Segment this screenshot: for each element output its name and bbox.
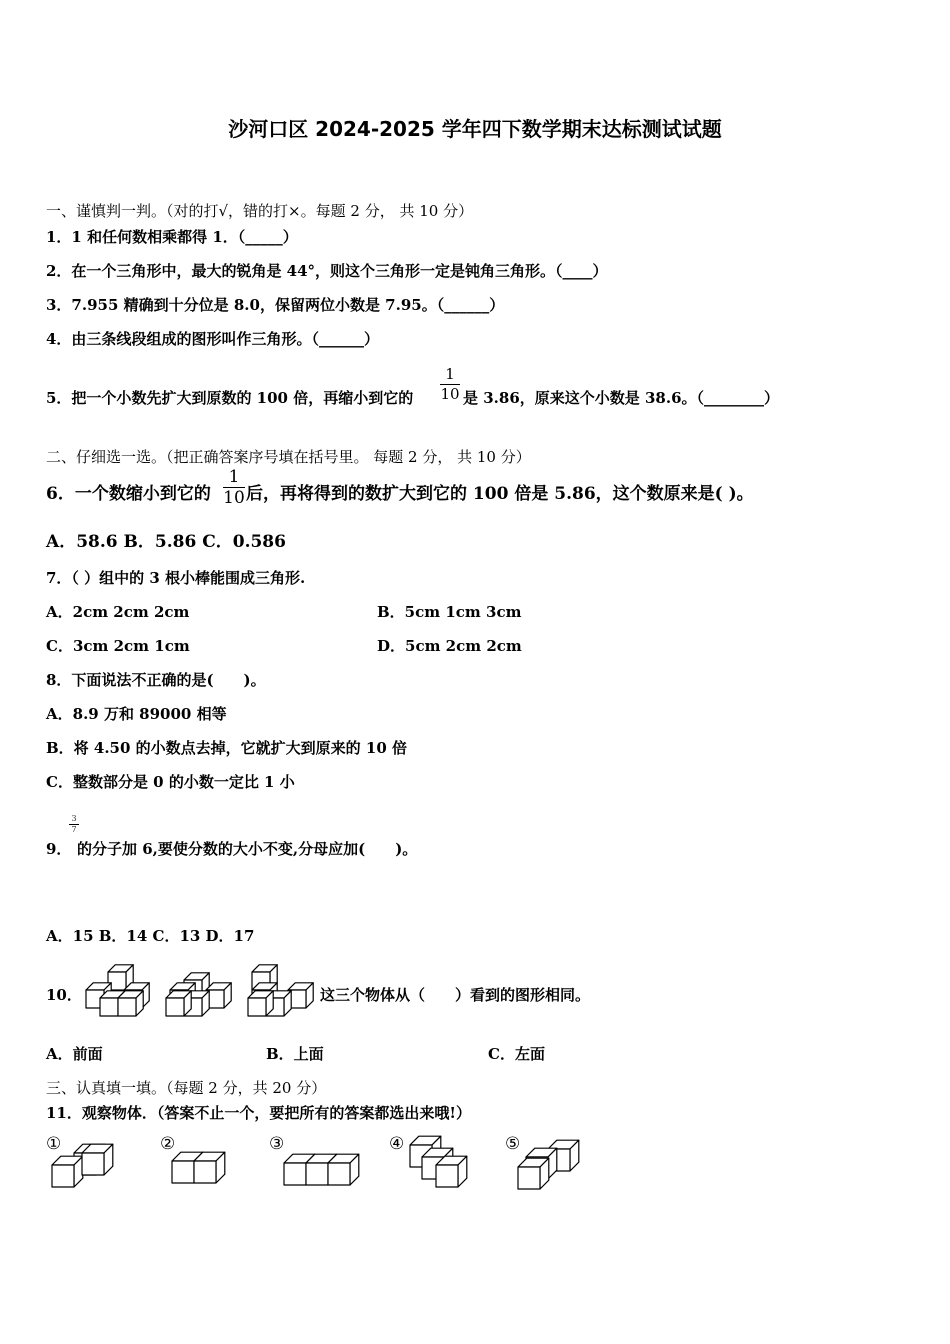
question-10-stem: 这三个物体从（ ）看到的图形相同。 [320, 986, 591, 1004]
cube-q11-2 [194, 1152, 225, 1183]
section-heading-fill: 三、认真填一填。（每题 2 分，共 20 分） [46, 1079, 327, 1097]
fraction-denominator: 10 [223, 488, 245, 508]
cube-q11-1 [52, 1156, 83, 1187]
question-10-number: 10． [46, 986, 82, 1004]
question-9-number: 9． [46, 840, 72, 858]
question-6-stem: 6．一个数缩小到它的 [46, 484, 211, 504]
fraction-numerator: 1 [445, 365, 455, 383]
cube-q10-c [248, 991, 273, 1016]
figure-label-5: ⑤ [505, 1134, 521, 1154]
question-7-option-d: D．5cm 2cm 2cm [377, 637, 522, 655]
figure-label-2: ② [160, 1134, 176, 1154]
question-6-tail: 后，再将得到的数扩大到它的 100 倍是 5.86，这个数原来是( )。 [246, 484, 754, 504]
question-8-option-a: A．8.9 万和 89000 相等 [46, 705, 227, 723]
question-5-tail: 是 3.86，原来这个小数是 38.6。（________） [463, 389, 780, 407]
cube-q10-a [118, 991, 143, 1016]
question-4: 4．由三条线段组成的图形叫作三角形。（______） [46, 330, 379, 348]
question-5-stem: 5．把一个小数先扩大到原数的 100 倍，再缩小到它的 [46, 389, 414, 407]
question-11-figures [40, 1135, 600, 1195]
question-3: 3．7.955 精确到十分位是 8.0，保留两位小数是 7.95。（______） [46, 296, 505, 314]
section-heading-judge: 一、谨慎判一判。（对的打√，错的打×。每题 2 分， 共 10 分） [46, 202, 474, 220]
question-8-option-c: C．整数部分是 0 的小数一定比 1 小 [46, 773, 295, 791]
fraction-numerator: 1 [228, 467, 240, 487]
question-9-fraction [69, 815, 79, 834]
question-9-options: A．15 B．14 C．13 D．17 [46, 927, 255, 945]
question-10-option-c: C．左面 [488, 1045, 545, 1063]
question-6-fraction [223, 468, 245, 507]
page-title: 沙河口区 2024-2025 学年四下数学期末达标测试试题 [228, 117, 722, 141]
fraction-denominator: 7 [71, 825, 77, 834]
fraction-numerator: 3 [71, 814, 77, 823]
question-8-option-b: B．将 4.50 的小数点去掉，它就扩大到原来的 10 倍 [46, 739, 407, 757]
figure-label-4: ④ [389, 1134, 405, 1154]
cube-q10-b [166, 991, 191, 1016]
question-7-option-a: A．2cm 2cm 2cm [46, 603, 190, 621]
question-8-stem: 8．下面说法不正确的是( )。 [46, 671, 266, 689]
question-5-fraction [440, 366, 460, 403]
fraction-denominator: 10 [440, 385, 460, 403]
question-7-stem: 7．（ ）组中的 3 根小棒能围成三角形. [46, 569, 306, 587]
question-7-option-c: C．3cm 2cm 1cm [46, 637, 190, 655]
question-7-option-b: B．5cm 1cm 3cm [377, 603, 522, 621]
figure-label-1: ① [46, 1134, 62, 1154]
question-2: 2．在一个三角形中，最大的锐角是 44°，则这个三角形一定是钝角三角形。（____） [46, 262, 608, 280]
question-10-option-b: B．上面 [266, 1045, 324, 1063]
question-1: 1．1 和任何数相乘都得 1．（_____） [46, 228, 298, 246]
section-heading-choose: 二、仔细选一选。（把正确答案序号填在括号里。 每题 2 分， 共 10 分） [46, 448, 531, 466]
cube-q11-3 [328, 1154, 359, 1185]
question-6-options: A．58.6 B．5.86 C．0.586 [46, 532, 286, 552]
question-10-option-a: A．前面 [46, 1045, 103, 1063]
figure-label-3: ③ [269, 1134, 285, 1154]
cube-q11-5 [518, 1158, 549, 1189]
question-11-stem: 11．观察物体．（答案不止一个，要把所有的答案都选出来哦!） [46, 1104, 471, 1122]
cube-q11-1 [82, 1144, 113, 1175]
cube-q11-4 [436, 1156, 467, 1187]
question-10-figures [80, 960, 320, 1020]
question-9-stem: 的分子加 6,要使分数的大小不变,分母应加( )。 [77, 840, 418, 858]
